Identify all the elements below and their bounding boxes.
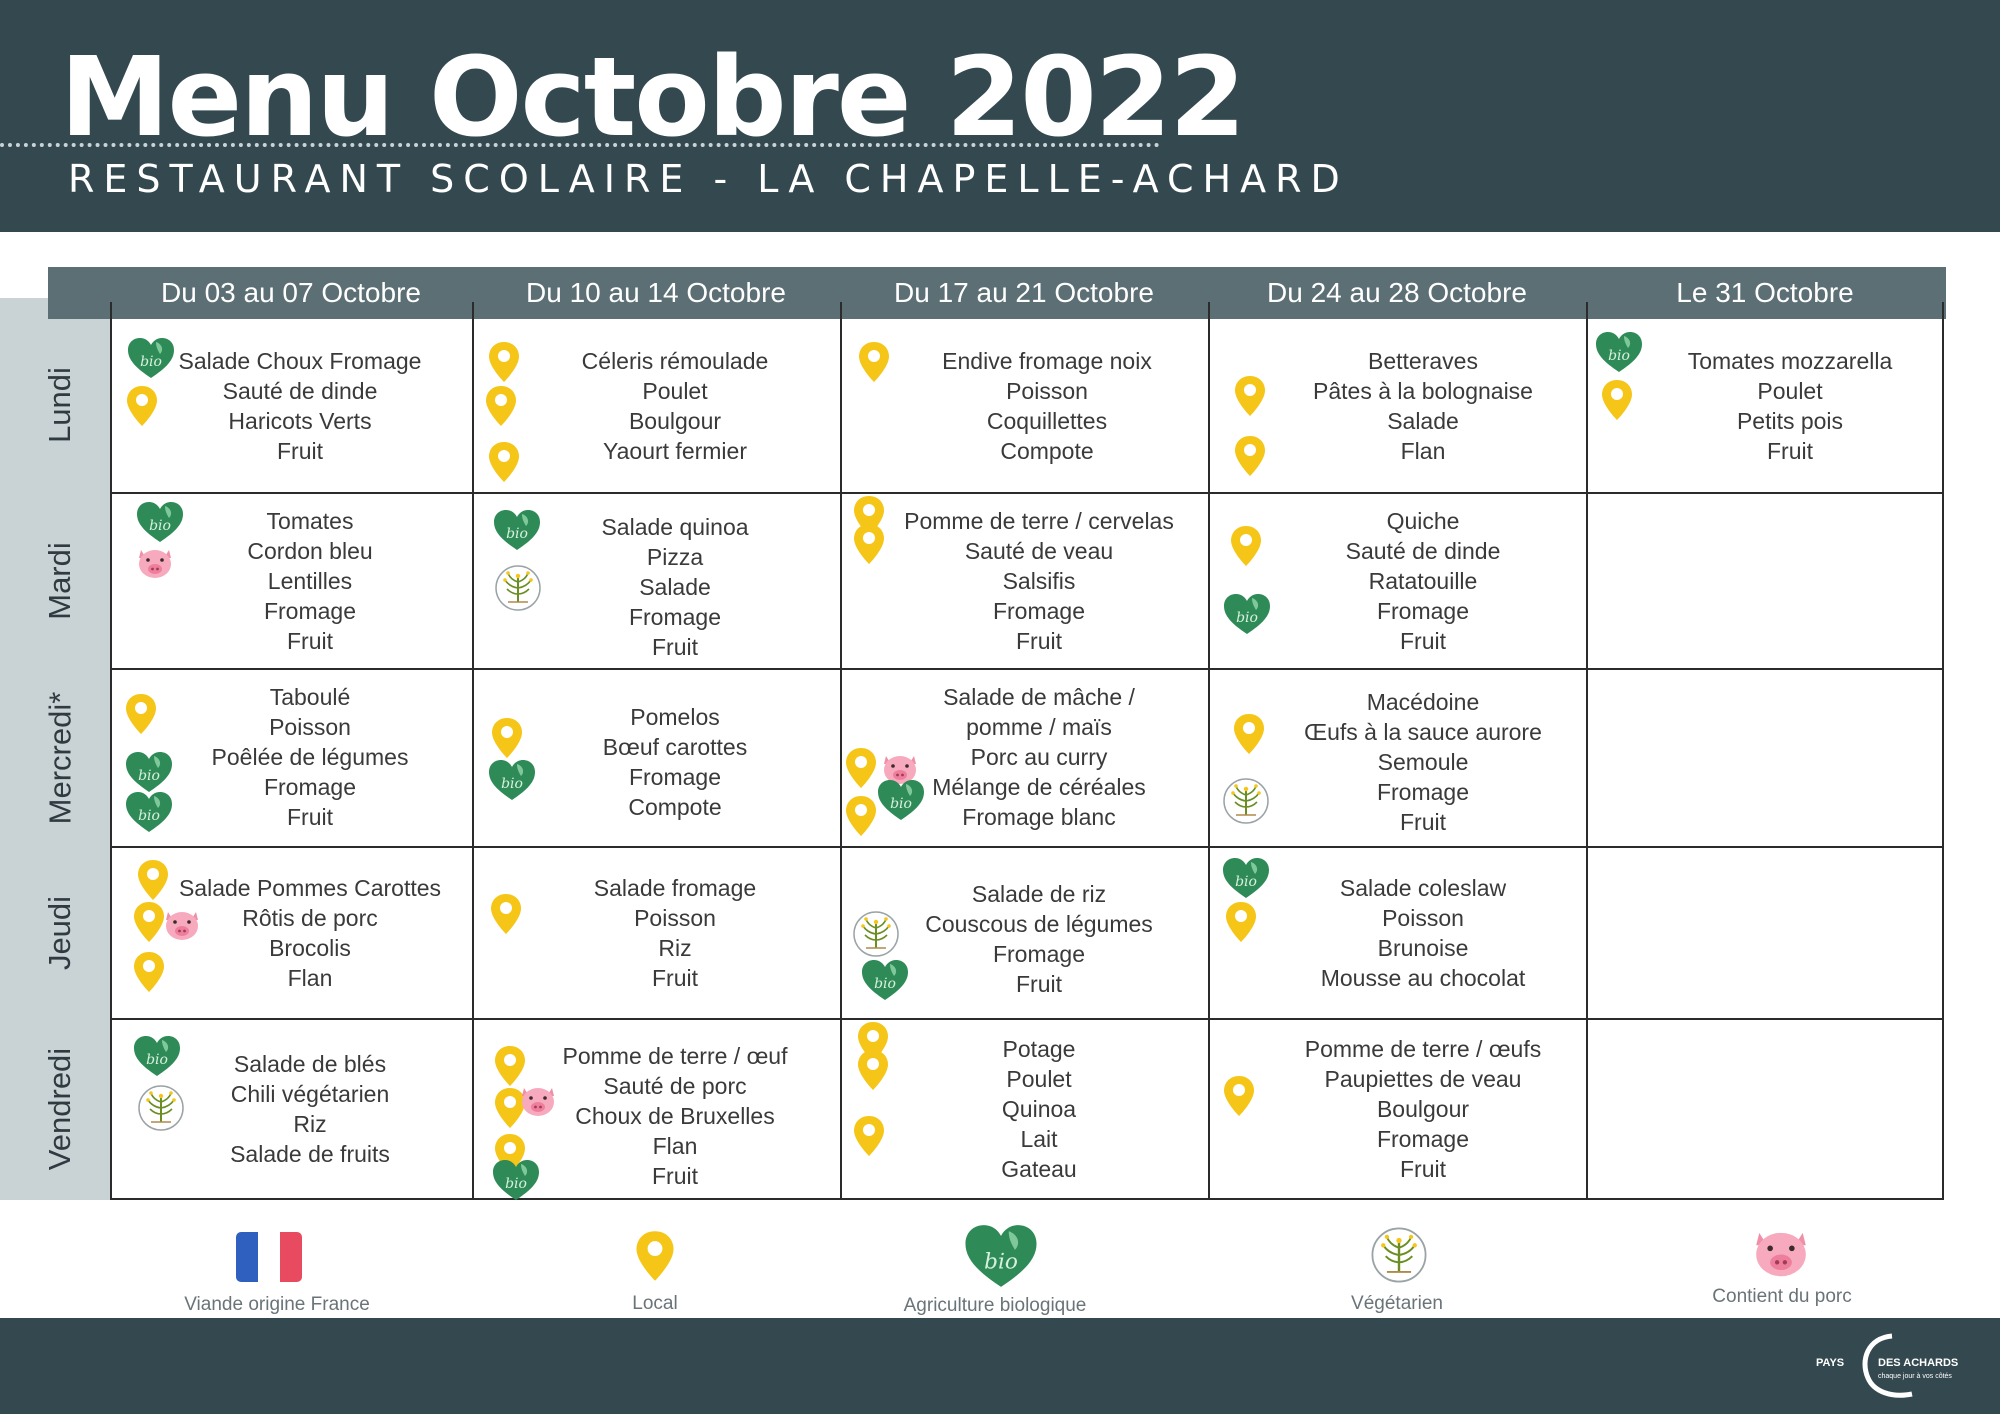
dish: Poisson: [1382, 905, 1464, 931]
dish: Sauté de veau: [964, 538, 1114, 564]
grid-line: [110, 1198, 1944, 1200]
dish: Petits pois: [1736, 408, 1844, 434]
menu-cell-lundi-w5: [1610, 320, 1970, 492]
dish: Compote: [628, 794, 722, 820]
dish: Riz: [658, 935, 692, 961]
week-header-2: Du 10 au 14 Octobre: [526, 277, 786, 308]
dish: Tomates: [266, 508, 354, 534]
map-pin-icon: [132, 950, 166, 994]
bio-heart-icon: [124, 750, 174, 794]
map-pin-icon: [852, 1114, 886, 1158]
map-pin-icon: [1222, 1074, 1256, 1118]
dish: Fruit: [652, 1163, 698, 1189]
map-pin-icon: [1229, 524, 1263, 568]
dish: Choux de Bruxelles: [575, 1103, 775, 1129]
dish: Ratatouille: [1368, 568, 1478, 594]
legend-label-france: Viande origine France: [184, 1294, 370, 1315]
dish: Fromage: [263, 598, 357, 624]
menu-cell-vendredi-w2: [530, 1020, 820, 1198]
dish: Fromage: [263, 774, 357, 800]
week-header-3: Du 17 au 21 Octobre: [894, 277, 1154, 308]
dish: pomme / maïs: [966, 714, 1112, 740]
dish: Pomme de terre / cervelas: [904, 508, 1174, 534]
week-header-1: Du 03 au 07 Octobre: [161, 277, 421, 308]
dish: Taboulé: [269, 684, 351, 710]
menu-cell-lundi-w4: [1232, 320, 1614, 492]
bio-heart-icon: [124, 790, 174, 834]
dish: Poisson: [1006, 378, 1088, 404]
dish: Potage: [1002, 1036, 1076, 1062]
week-header-4: Du 24 au 28 Octobre: [1267, 277, 1527, 308]
dish: Salsifis: [1002, 568, 1076, 594]
dish: Chili végétarien: [230, 1081, 390, 1107]
map-pin-icon: [125, 384, 159, 428]
dish: Quiche: [1386, 508, 1460, 534]
dish: Salade fromage: [593, 875, 757, 901]
dish: Couscous de légumes: [925, 911, 1153, 937]
dish: Fruit: [1016, 628, 1062, 654]
menu-cell-mercredi-w3: [880, 668, 1198, 846]
vegetarian-leaf-icon: [1222, 777, 1270, 825]
map-pin-icon: [844, 746, 878, 790]
dish: Poisson: [269, 714, 351, 740]
dish: Macédoine: [1366, 689, 1480, 715]
dotted-divider: [0, 143, 1160, 147]
bio-heart-icon: [962, 1222, 1040, 1290]
menu-cell-mardi-w4: [1232, 494, 1614, 668]
dish: Lentilles: [267, 568, 353, 594]
pig-icon: [518, 1084, 558, 1118]
legend-label-pork: Contient du porc: [1712, 1286, 1852, 1307]
dish: Boulgour: [628, 408, 722, 434]
bio-heart-icon: [1594, 330, 1644, 374]
dish: Compote: [1000, 438, 1094, 464]
dish: Salade de riz: [971, 881, 1107, 907]
dish: Fruit: [1400, 628, 1446, 654]
pays-des-achards-logo: [1812, 1330, 1972, 1402]
map-pin-icon: [489, 892, 523, 936]
dish: Tomates mozzarella: [1687, 348, 1893, 374]
dish: Flan: [652, 1133, 698, 1159]
map-pin-icon: [124, 692, 158, 736]
dish: Lait: [1020, 1126, 1058, 1152]
dish: Fruit: [1400, 1156, 1446, 1182]
bio-heart-icon: [135, 500, 185, 544]
dish: Fruit: [652, 634, 698, 660]
map-pin-icon: [852, 522, 886, 566]
dish: Fromage: [628, 764, 722, 790]
dish: Haricots Verts: [228, 408, 372, 434]
dish: Pomme de terre / œufs: [1304, 1036, 1542, 1062]
dish: Poêlée de légumes: [211, 744, 409, 770]
dish: Boulgour: [1376, 1096, 1470, 1122]
day-label-mercredi: Mercredi*: [42, 691, 77, 825]
map-pin-icon: [856, 1048, 890, 1092]
dish: Pomelos: [630, 704, 720, 730]
dish: Poulet: [1006, 1066, 1072, 1092]
map-pin-icon: [490, 716, 524, 760]
menu-cell-jeudi-w3: [880, 848, 1198, 1018]
bio-heart-icon: [1222, 592, 1272, 636]
dish: Brunoise: [1377, 935, 1469, 961]
map-pin-icon: [1232, 712, 1266, 756]
legend-label-local: Local: [632, 1293, 678, 1314]
dish: Paupiettes de veau: [1324, 1066, 1522, 1092]
dish: Sauté de dinde: [222, 378, 378, 404]
pig-icon: [135, 546, 175, 580]
map-pin-icon: [857, 340, 891, 384]
dish: Fromage: [628, 604, 722, 630]
pig-icon: [162, 908, 202, 942]
dish: Salade de blés: [233, 1051, 387, 1077]
dish: Bœuf carottes: [602, 734, 748, 760]
dish: Gateau: [1001, 1156, 1077, 1182]
menu-cell-mardi-w3: [860, 494, 1218, 668]
bio-heart-icon: [876, 778, 926, 822]
vegetarian-leaf-icon: [1370, 1226, 1428, 1284]
dish: Mousse au chocolat: [1320, 965, 1526, 991]
dish: Fromage: [992, 941, 1086, 967]
menu-cell-mardi-w2: [490, 494, 860, 668]
dish: Fromage: [1376, 779, 1470, 805]
dish: Salade: [1387, 408, 1459, 434]
dish: Mélange de céréales: [932, 774, 1146, 800]
vegetarian-leaf-icon: [137, 1084, 185, 1132]
dish: Brocolis: [269, 935, 351, 961]
dish: Yaourt fermier: [602, 438, 747, 464]
logo-right-text: DES ACHARDS: [1878, 1357, 1959, 1369]
dish: Cordon bleu: [247, 538, 373, 564]
dish: Fruit: [1016, 971, 1062, 997]
france-flag-icon: [236, 1232, 302, 1282]
dish: Pomme de terre / œuf: [562, 1043, 788, 1069]
bio-heart-icon: [1221, 856, 1271, 900]
dish: Riz: [293, 1111, 327, 1137]
dish: Endive fromage noix: [942, 348, 1152, 374]
dish: Fromage: [1376, 1126, 1470, 1152]
bio-heart-icon: [492, 508, 542, 552]
dish: Fruit: [277, 438, 323, 464]
menu-cell-jeudi-w4: [1232, 848, 1614, 1018]
map-pin-icon: [484, 384, 518, 428]
dish: Salade quinoa: [601, 514, 749, 540]
dish: Pâtes à la bolognaise: [1313, 378, 1533, 404]
day-label-lundi: Lundi: [41, 367, 77, 443]
dish: Salade de fruits: [230, 1141, 390, 1167]
dish: Œufs à la sauce aurore: [1304, 719, 1542, 745]
day-label-vendredi: Vendredi: [42, 1047, 78, 1171]
map-pin-icon: [1233, 374, 1267, 418]
map-pin-icon: [487, 440, 521, 484]
dish: Fruit: [652, 965, 698, 991]
menu-cell-mercredi-w2: [490, 668, 860, 846]
map-pin-icon: [844, 794, 878, 838]
dish: Porc au curry: [970, 744, 1108, 770]
map-pin-icon: [493, 1044, 527, 1088]
dish: Poulet: [642, 378, 708, 404]
vegetarian-leaf-icon: [852, 910, 900, 958]
menu-cell-jeudi-w2: [490, 848, 860, 1018]
dish: Fromage: [992, 598, 1086, 624]
dish: Fromage: [1376, 598, 1470, 624]
dish: Flan: [287, 965, 333, 991]
dish: Fruit: [1767, 438, 1813, 464]
dish: Quinoa: [1001, 1096, 1077, 1122]
footer-band: [0, 1318, 2000, 1414]
bio-heart-icon: [491, 1158, 541, 1202]
dish: Salade Choux Fromage: [178, 348, 422, 374]
menu-cell-lundi-w2: [490, 320, 860, 492]
dish: Fromage blanc: [962, 804, 1116, 830]
dish: Poulet: [1757, 378, 1823, 404]
bio-heart-icon: [487, 758, 537, 802]
dish: Fruit: [287, 628, 333, 654]
dish: Salade Pommes Carottes: [178, 875, 442, 901]
menu-cell-mercredi-w4: [1232, 668, 1614, 846]
dish: Fruit: [287, 804, 333, 830]
map-pin-icon: [1600, 378, 1634, 422]
dish: Coquillettes: [986, 408, 1108, 434]
page-title: Menu Octobre 2022: [60, 33, 1244, 161]
map-pin-icon: [132, 900, 166, 944]
map-pin-icon: [487, 340, 521, 384]
map-pin-icon: [634, 1226, 676, 1286]
menu-cell-vendredi-w3: [860, 1020, 1218, 1198]
day-label-jeudi: Jeudi: [41, 895, 77, 971]
dish: Semoule: [1377, 749, 1469, 775]
dish: Sauté de porc: [603, 1073, 747, 1099]
bio-heart-icon: [860, 958, 910, 1002]
logo-left-text: PAYS: [1816, 1357, 1845, 1369]
legend-label-bio: Agriculture biologique: [903, 1295, 1087, 1316]
dish: Céleris rémoulade: [581, 348, 769, 374]
bio-heart-icon: [132, 1034, 182, 1078]
dish: Poisson: [634, 905, 716, 931]
week-header-5: Le 31 Octobre: [1676, 277, 1854, 308]
map-pin-icon: [1224, 900, 1258, 944]
dish: Fruit: [1400, 809, 1446, 835]
logo-tagline: chaque jour à vos côtés: [1878, 1373, 1952, 1380]
vegetarian-leaf-icon: [494, 564, 542, 612]
dish: Betteraves: [1368, 348, 1478, 374]
pig-icon: [1750, 1226, 1812, 1280]
legend-label-veg: Végétarien: [1351, 1293, 1443, 1314]
map-pin-icon: [1233, 434, 1267, 478]
map-pin-icon: [136, 858, 170, 902]
page-subtitle: RESTAURANT SCOLAIRE - LA CHAPELLE-ACHARD: [68, 157, 1349, 201]
dish: Pizza: [646, 544, 704, 570]
dish: Sauté de dinde: [1345, 538, 1501, 564]
dish: Salade: [639, 574, 711, 600]
menu-cell-vendredi-w4: [1232, 1020, 1614, 1198]
dish: Flan: [1400, 438, 1446, 464]
bio-heart-icon: [126, 336, 176, 380]
dish: Salade de mâche /: [943, 684, 1135, 710]
day-label-mardi: Mardi: [41, 542, 77, 620]
dish: Rôtis de porc: [242, 905, 378, 931]
dish: Salade coleslaw: [1339, 875, 1507, 901]
menu-cell-lundi-w3: [860, 320, 1234, 492]
